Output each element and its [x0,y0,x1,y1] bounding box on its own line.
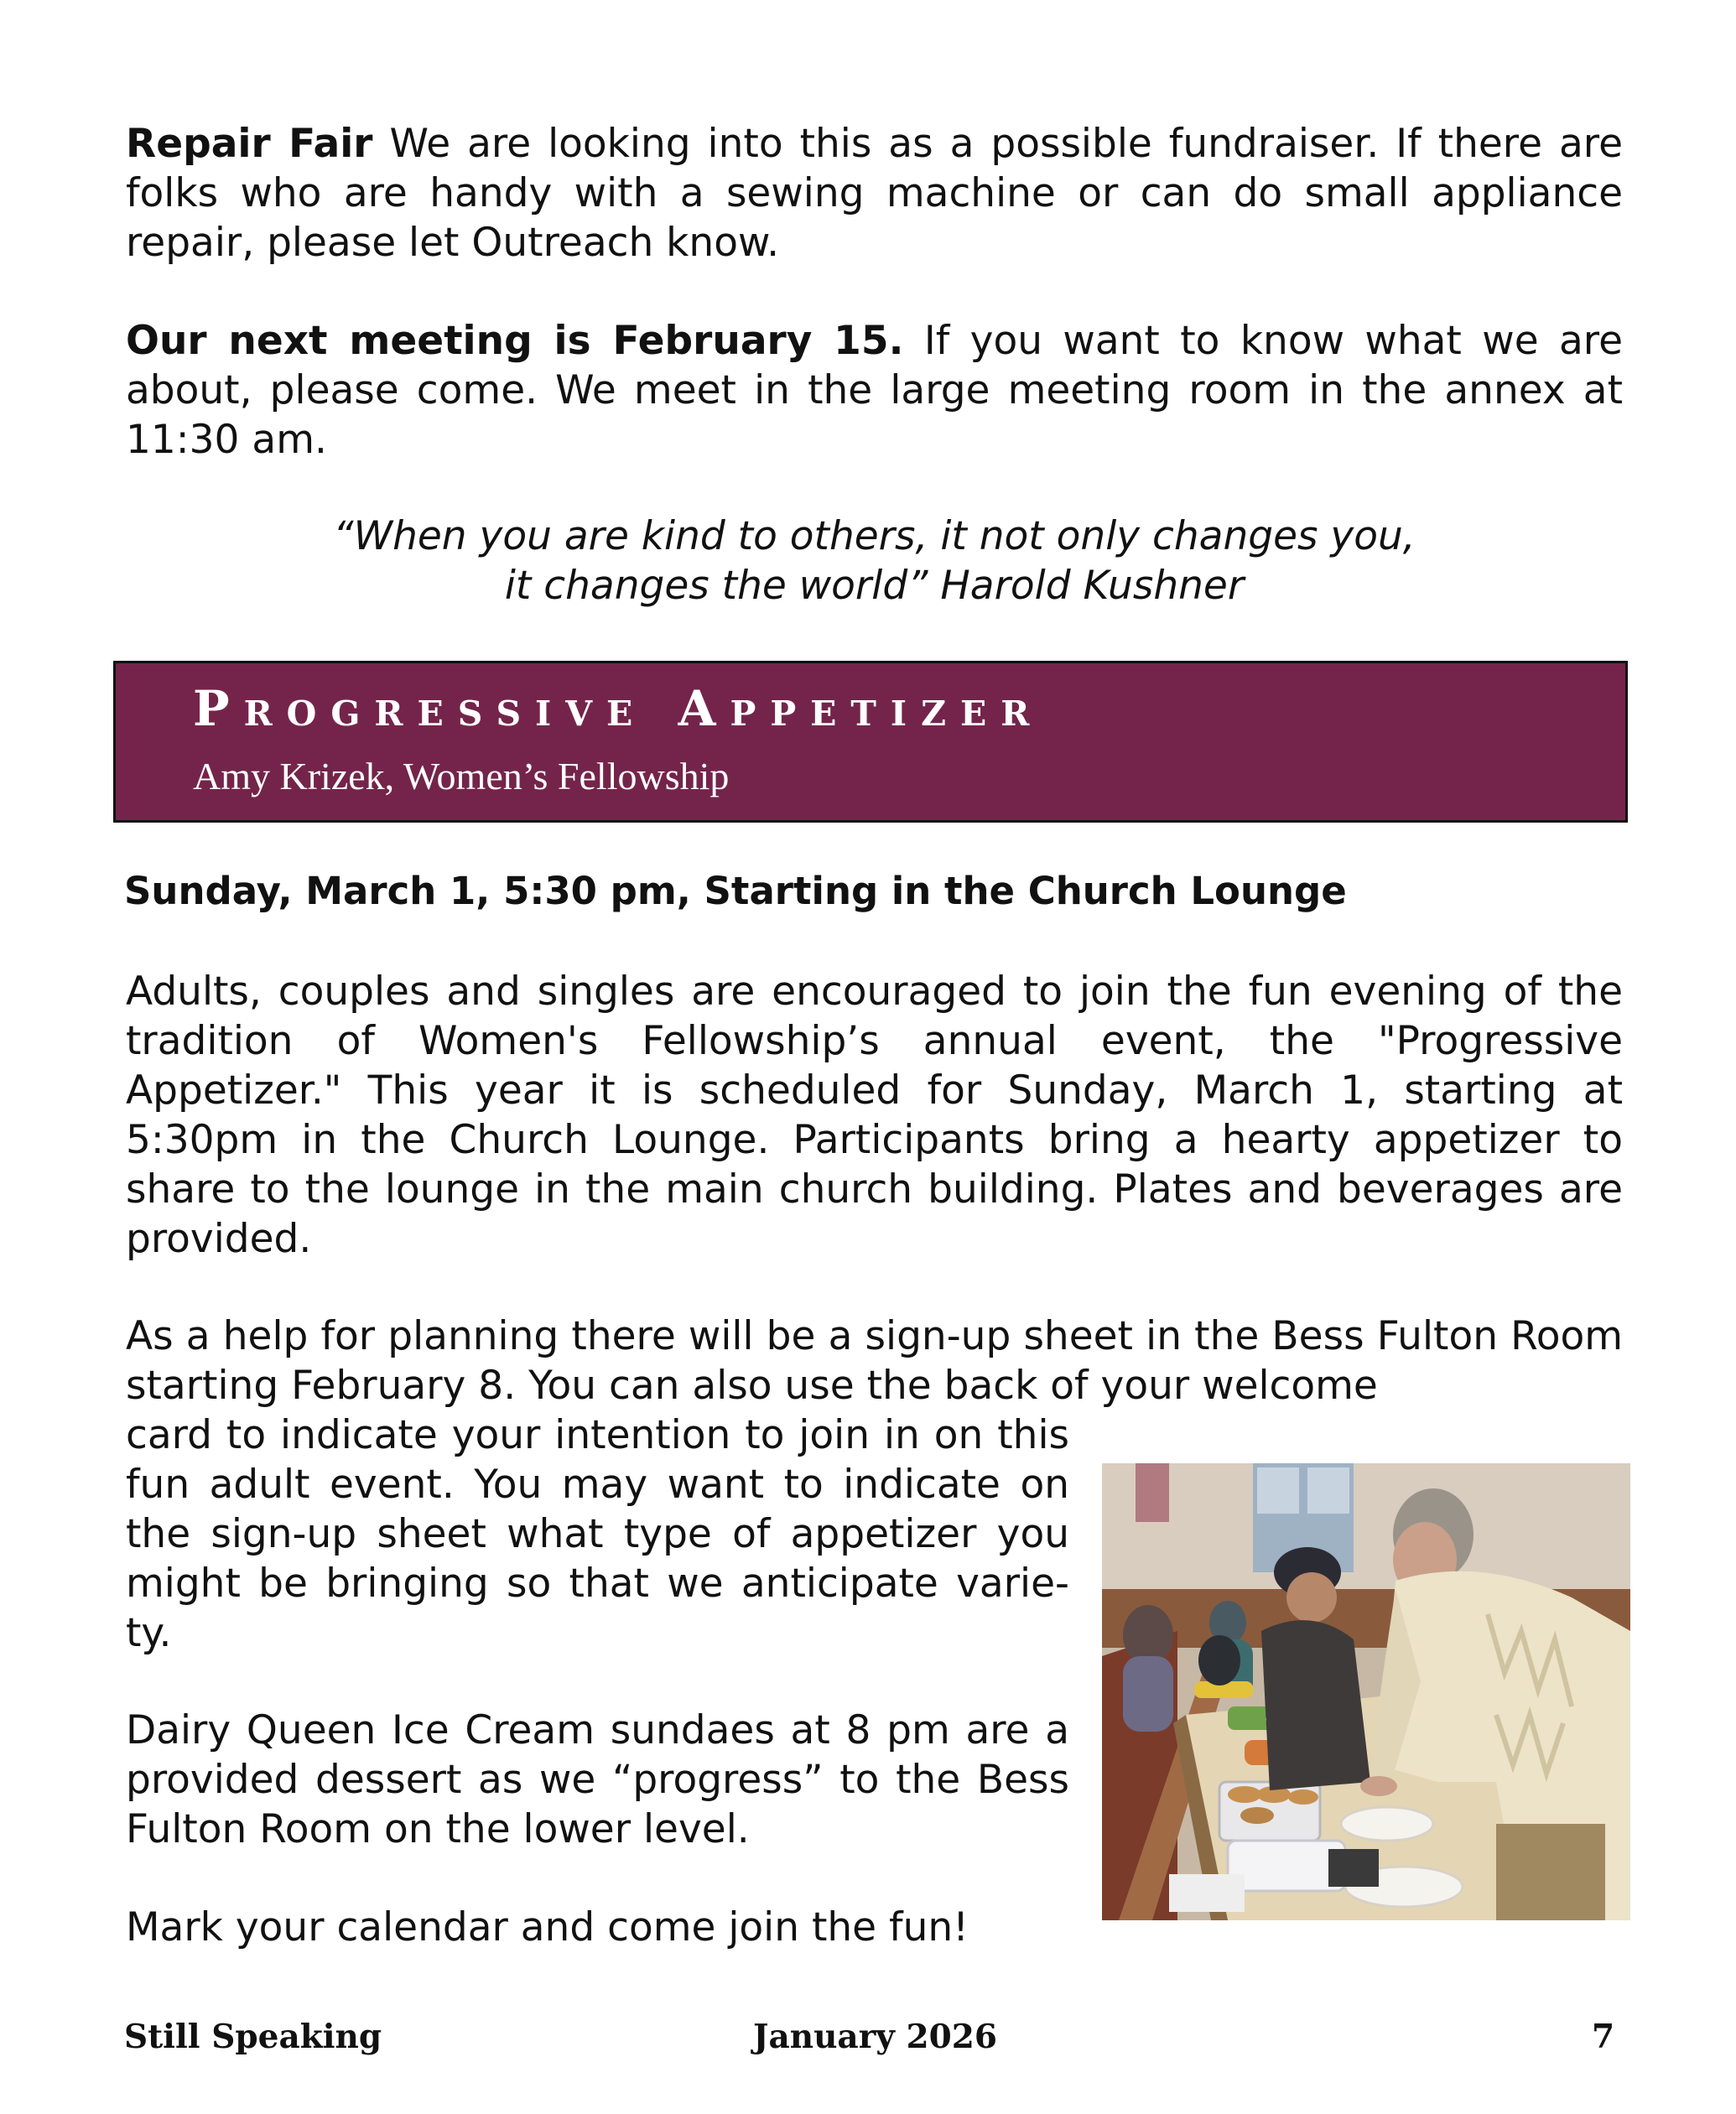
footer-page-number: 7 [1592,2018,1615,2056]
kushner-quote [126,512,1623,610]
event-date-line: Sunday, March 1, 5:30 pm, Starting in the Church Lounge [124,869,1347,913]
event-paragraph-2-rest: card to indicate your intention to join in on this fun adult event. You may want to indicate on the sign-up sheet what type of appetizer you might be bringing so that we anticipate varie-ty. [126,1412,1069,1656]
section-banner [113,661,1628,823]
event-paragraph-3: Dairy Queen Ice Cream sundaes at 8 pm are a provided dessert as we “progress” to the Bess Fulton Room on the lower level. [126,1707,1069,1852]
meeting-heading: Our next meeting is February 15. [126,318,904,364]
repair-fair-paragraph [126,119,1623,267]
event-paragraph-1: Adults, couples and singles are encouraged to join the fun evening of the tradition of Women's Fellowship’s annual event, the "Progressive Appetizer." This year it is scheduled for Sunday, March 1, starting at 5:30pm in the Church Lounge. Participants bring a hearty appetizer to share to the lounge in the main church building. Plates and beverages are provided. [126,969,1623,1262]
quote-line-1: “When you are kind to others, it not only changes you, [333,513,1416,559]
repair-fair-text: We are looking into this as a possible fundraiser. If there are folks who are handy with a sewing machine or can do small appliance repair, please let Outreach know. [126,121,1623,266]
banner-subtitle: Amy Krizek, Women’s Fellowship [193,755,730,797]
footer-issue-date: January 2026 [753,2018,998,2056]
quote-line-2: it changes the world” Harold Kushner [504,563,1245,609]
banner-title: Progressive Appetizer [193,680,1044,737]
footer-publication-name: Still Speaking [124,2018,382,2056]
repair-fair-heading: Repair Fair [126,121,373,167]
event-paragraph-4: Mark your calendar and come join the fun! [126,1904,969,1950]
meeting-text: If you want to know what we are about, please come. We meet in the large meeting room in the annex at 11:30 am. [126,318,1624,463]
meeting-paragraph [126,316,1623,465]
event-photo [1102,1463,1630,1920]
event-paragraph-2-top: As a help for planning there will be a sign-up sheet in the Bess Fulton Room starting February 8. You can also use the back of your welcome [126,1313,1623,1409]
